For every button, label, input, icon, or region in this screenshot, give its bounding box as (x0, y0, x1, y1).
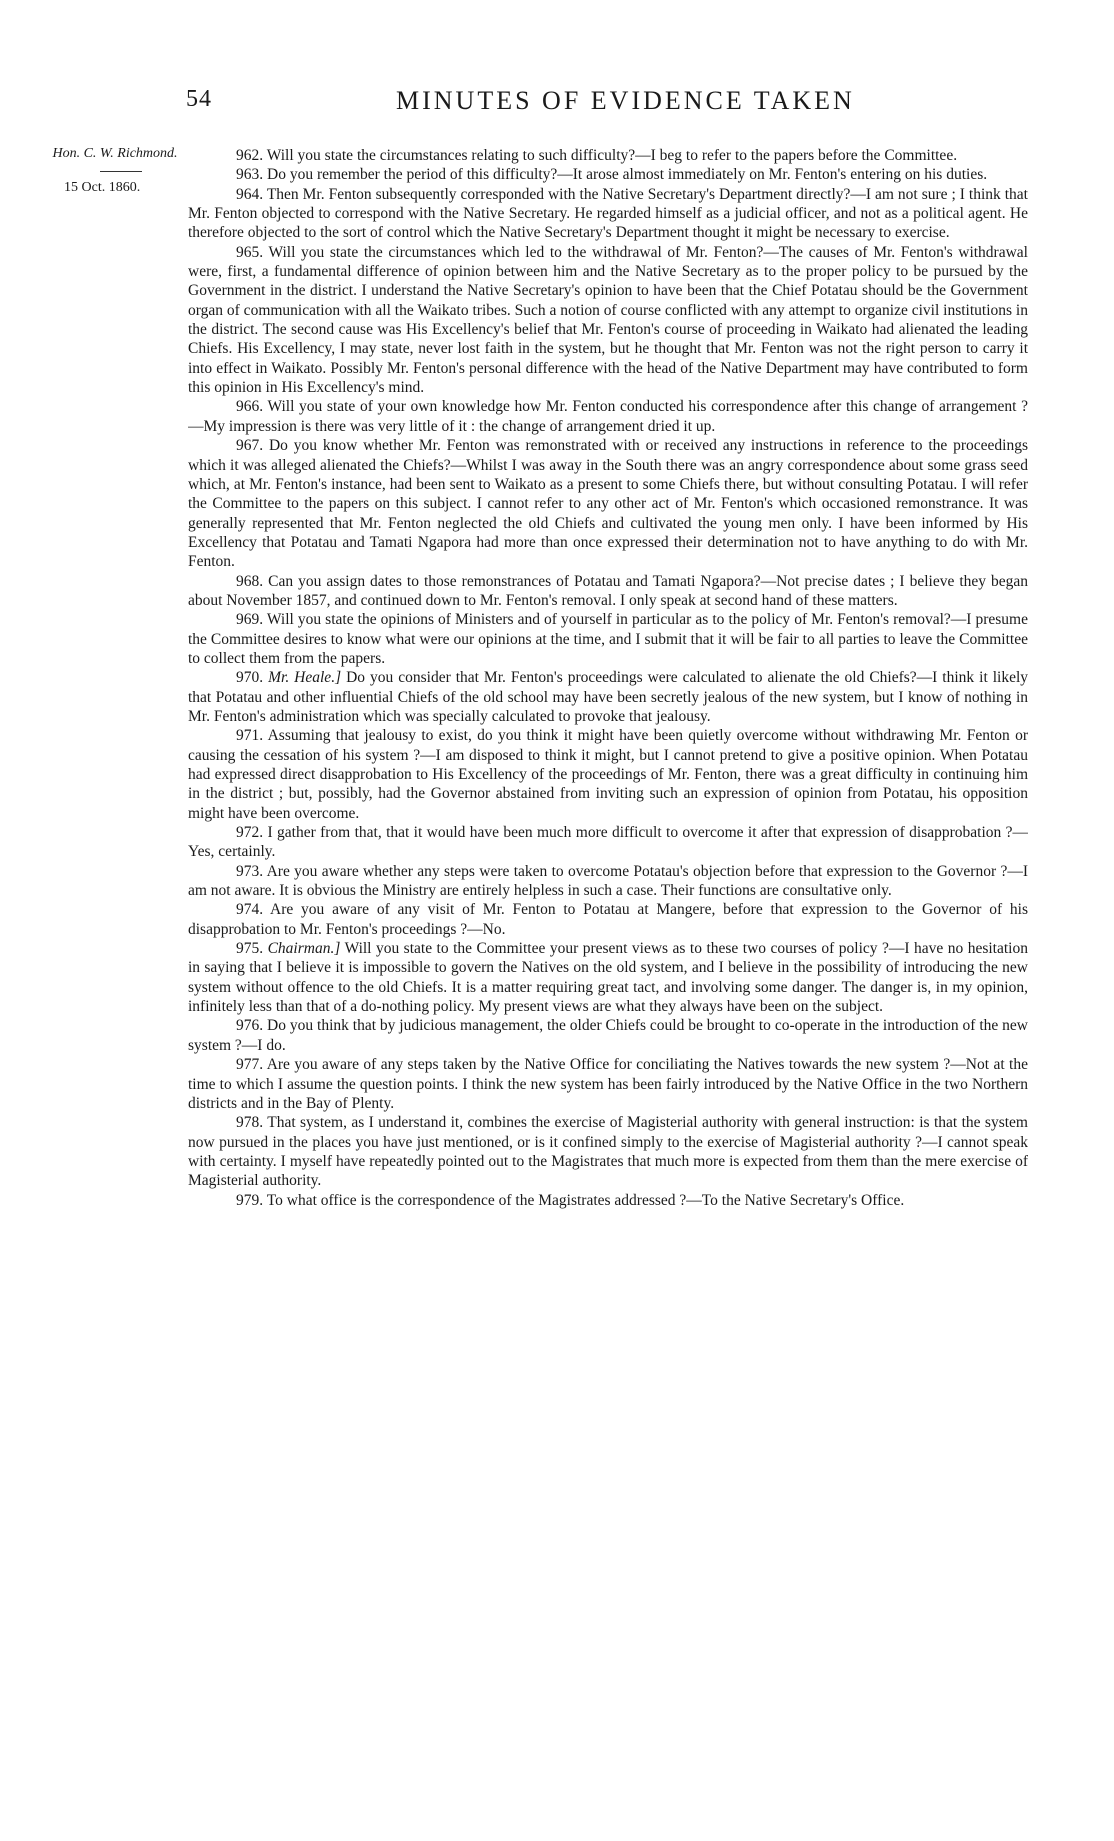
question-number: 964. (236, 185, 264, 203)
question-number: 962. (236, 147, 264, 164)
question-text: Do you think that by judicious management, the older Chiefs could be brought to co-operate in the introduction of the new system ?—I do. (188, 1017, 1028, 1054)
question-paragraph (188, 900, 1028, 939)
running-title: MINUTES OF EVIDENCE TAKEN (396, 86, 855, 115)
question-paragraph (188, 397, 1028, 436)
question-number: 977. (236, 1056, 264, 1074)
question-paragraph (188, 1016, 1028, 1055)
question-text: Are you aware of any steps taken by the Native Office for conciliating the Natives towards the new system ?—Not at the time to which I assume the question points. I think the new system has been fairly introduced by the Native Office in the two Northern districts and in the Bay of Plenty. (188, 1056, 1028, 1112)
page-number: 54 (186, 86, 212, 112)
margin-divider (100, 171, 142, 172)
question-text: Assuming that jealousy to exist, do you think it might have been quietly overcome without withdrawing Mr. Fenton or causing the cessation of his system ?—I am disposed to think it might, but I cannot pretend to give a positive opinion. When Potatau had expressed direct disapprobation to His Excellency of the proceedings of Mr. Fenton, there was a great difficulty in continuing him in the district ; but, possibly, had the Governor abstained from inviting such an expression of opinion from Potatau, his opposition might have been overcome. (188, 727, 1028, 822)
question-number: 974. (236, 901, 264, 919)
question-paragraph (188, 185, 1028, 243)
question-number: 979. (236, 1191, 264, 1209)
question-paragraph (188, 610, 1028, 668)
speaker-label: Mr. Heale.] (268, 669, 342, 687)
question-text: That system, as I understand it, combines the exercise of Magisterial authority with general instruction: is that the system now pursued in the places you have just mentioned, or is it confined simply to the exercise of Magisterial authority ?—I cannot speak with certainty. I myself have repeatedly pointed out to the Magistrates that much more is expected from them than the mere exercise of Magisterial authority. (188, 1114, 1028, 1190)
question-text: Are you aware of any visit of Mr. Fenton to Potatau at Mangere, before that expression to the Governor of his disapprobation to Mr. Fenton's proceedings ?—No. (188, 901, 1028, 938)
question-text: To what office is the correspondence of the Magistrates addressed ?—To the Native Secretary's Office. (266, 1191, 905, 1209)
evidence-date: 15 Oct. 1860. (64, 180, 141, 195)
question-text: Will you state the circumstances which led to the withdrawal of Mr. Fenton?—The causes of Mr. Fenton's withdrawal were, first, a fundamental difference of opinion between him and the Native Secretary as to the proper policy to be pursued by the Government in the district. I understand the Native Secretary's opinion to have been that the Chief Potatau should be the Government organ of communication with all the Waikato tribes. Such a notion of course conflicted with any attempt to organize civil institutions in the district. The second cause was His Excellency's belief that Mr. Fenton's course of proceeding in Waikato had alienated the leading Chiefs. His Excellency, I may state, never lost faith in the system, but he thought that Mr. Fenton was not the right person to carry it into effect in Waikato. Possibly Mr. Fenton's personal difference with the head of the Native Department may have contributed to form this opinion in His Excellency's mind. (188, 243, 1028, 397)
question-paragraph (188, 243, 1028, 398)
question-paragraph (188, 823, 1028, 862)
question-paragraph (188, 862, 1028, 901)
question-number: 963. (236, 166, 264, 184)
question-paragraph (188, 572, 1028, 611)
question-paragraph (188, 436, 1028, 571)
question-paragraph (188, 165, 1028, 184)
margin-note (40, 146, 200, 196)
question-text: Can you assign dates to those remonstrances of Potatau and Tamati Ngapora?—Not precise dates ; I believe they began about November 1857, and continued down to Mr. Fenton's removal. I only speak at second hand of these matters. (188, 572, 1028, 609)
question-number: 970. (236, 669, 264, 687)
page-header (0, 86, 1114, 126)
question-text: Will you state to the Committee your present views as to these two courses of policy ?—I have no hesitation in saying that I believe it is impossible to govern the Natives on the old system, and I believe in the possibility of introducing the new system without offence to the old Chiefs. It is a matter requiring great tact, and involving some danger. The danger is, in my opinion, infinitely less than that of a do-nothing policy. My present views are what they always have been on the subject. (188, 940, 1028, 1016)
question-number: 976. (236, 1017, 264, 1035)
question-number: 978. (236, 1114, 264, 1132)
speaker-label: Chairman.] (267, 940, 341, 958)
question-text: Will you state of your own knowledge how Mr. Fenton conducted his correspondence after this change of arrangement ?—My impression is there was very little of it : the change of arrangement dried it up. (188, 398, 1028, 435)
question-text: Do you remember the period of this difficulty?—It arose almost immediately on Mr. Fenton's entering on his duties. (267, 166, 988, 184)
question-number: 971. (236, 727, 264, 745)
question-number: 972. (236, 824, 264, 842)
question-paragraph (188, 1113, 1028, 1190)
question-number: 968. (236, 572, 264, 590)
question-text: Are you aware whether any steps were taken to overcome Potatau's objection before that expression to the Governor ?—I am not aware. It is obvious the Ministry are entirely helpless in such a case. Their functions are consultative only. (188, 862, 1028, 900)
question-paragraph (188, 726, 1028, 823)
question-number: 969. (236, 611, 264, 629)
question-paragraph (188, 668, 1028, 726)
question-text: Will you state the opinions of Ministers and of yourself in particular as to the policy of Mr. Fenton's removal?—I presume the Committee desires to know what were our opinions at the time, and I submit that it will be fair to all parties to leave the Committee to collect them from the papers. (188, 611, 1028, 667)
question-paragraph (188, 939, 1028, 1016)
question-number: 966. (236, 398, 264, 416)
question-number: 965. (236, 243, 264, 261)
question-text: Do you know whether Mr. Fenton was remonstrated with or received any instructions in reference to the proceedings which it was alleged alienated the Chiefs?—Whilst I was away in the South there was an angry correspondence about some grass seed which, at Mr. Fenton's instance, had been sent to Waikato as a present to some Chiefs there, but without consulting Potatau. I will refer the Committee to the papers on this subject. I cannot refer to any other act of Mr. Fenton's which occasioned remonstrance. It was generally represented that Mr. Fenton neglected the old Chiefs and cultivated the young men only. I have been informed by His Excellency that Potatau and Tamati Ngapora had more than once expressed their determination not to have anything to do with Mr. Fenton. (188, 437, 1028, 571)
question-paragraph (188, 1191, 1028, 1210)
question-number: 967. (236, 437, 264, 455)
question-paragraph (188, 1055, 1028, 1113)
question-text: I gather from that, that it would have been much more difficult to overcome it after that expression of disapprobation ?—Yes, certainly. (188, 824, 1028, 861)
question-number: 975. (236, 940, 264, 958)
question-text: Then Mr. Fenton subsequently corresponded with the Native Secretary's Department directly?—I am not sure ; I think that Mr. Fenton objected to correspond with the Native Secretary. He regarded himself as a judicial officer, and not as a political agent. He therefore objected to the sort of control which the Native Secretary's Department thought it might be necessary to exercise. (188, 185, 1028, 242)
question-number: 973. (236, 862, 264, 880)
question-text: Do you consider that Mr. Fenton's proceedings were calculated to alienate the old Chiefs?—I think it likely that Potatau and other influential Chiefs of the old school may have been secretly jealous of the new system, but I know of nothing in Mr. Fenton's administration which was specially calculated to provoke that jealousy. (188, 669, 1028, 725)
question-text: Will you state the circumstances relating to such difficulty?—I beg to refer to the papers before the Committee. (266, 147, 958, 164)
evidence-body (188, 146, 1028, 1706)
witness-name: Hon. C. W. Richmond. (52, 146, 178, 161)
question-paragraph (188, 146, 1028, 165)
